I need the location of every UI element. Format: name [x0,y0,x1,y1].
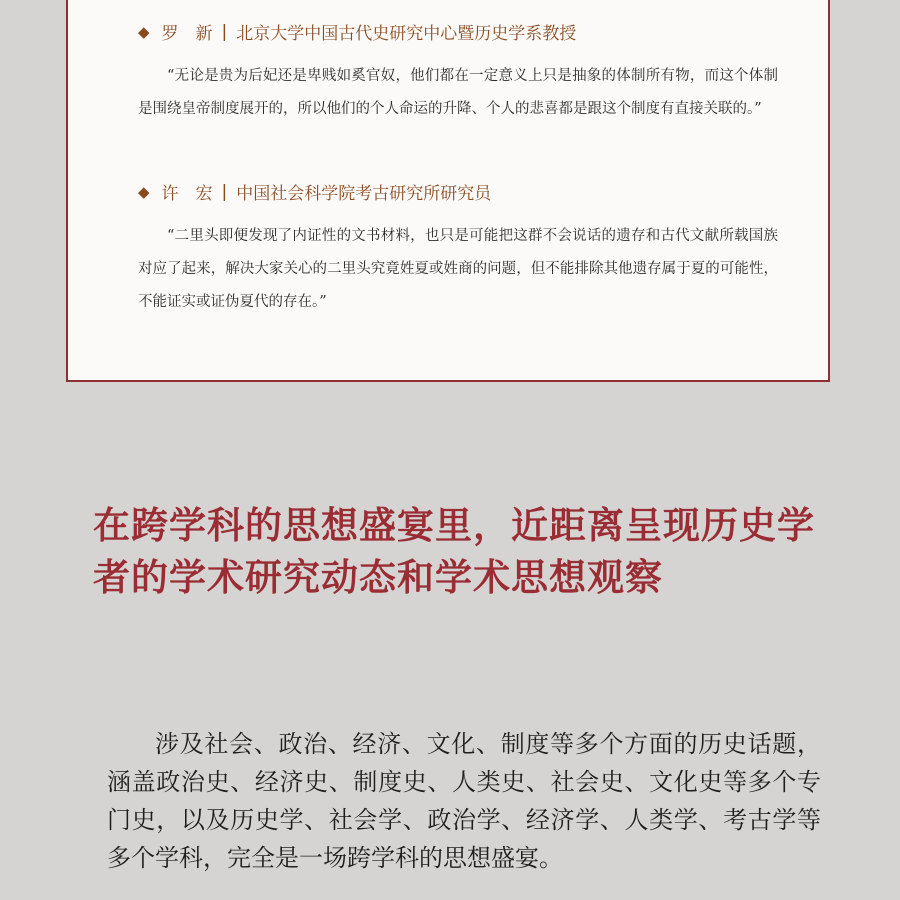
expert-name: 罗 新 [161,24,213,44]
separator: | [221,21,228,42]
expert-header-luo-xin [138,19,576,44]
diamond-bullet-icon: ◆ [138,22,150,41]
section-heading: 在跨学科的思想盛宴里，近距离呈现历史学者的学术研究动态和学术思想观察 [93,504,815,599]
section-body: 涉及社会、政治、经济、文化、制度等多个方面的历史话题，涵盖政治史、经济史、制度史、人类史、社会史、文化史等多个专门史，以及历史学、社会学、政治学、经济学、人类学、考古学等多个学科，完全是一场跨学科的思想盛宴。 [107,730,821,872]
expert-name: 许 宏 [161,184,213,204]
expert-quote: “无论是贵为后妃还是卑贱如奚官奴，他们都在一定意义上只是抽象的体制所有物，而这个体制是围绕皇帝制度展开的，所以他们的个人命运的升降、个人的悲喜都是跟这个制度有直接关联的。” [138,68,778,117]
expert-header-xu-hong [138,179,491,204]
expert-title: 中国社会科学院考古研究所研究员 [236,184,492,204]
expert-title: 北京大学中国古代史研究中心暨历史学系教授 [236,24,577,44]
expert-quote: “二里头即便发现了内证性的文书材料，也只是可能把这群不会说话的遗存和古代文献所载国族对应了起来，解决大家关心的二里头究竟姓夏或姓商的问题，但不能排除其他遗存属于夏的可能性，不能证实或证伪夏代的存在。” [138,228,778,310]
quote-card [66,0,830,382]
diamond-bullet-icon: ◆ [138,182,150,201]
separator: | [221,181,228,202]
